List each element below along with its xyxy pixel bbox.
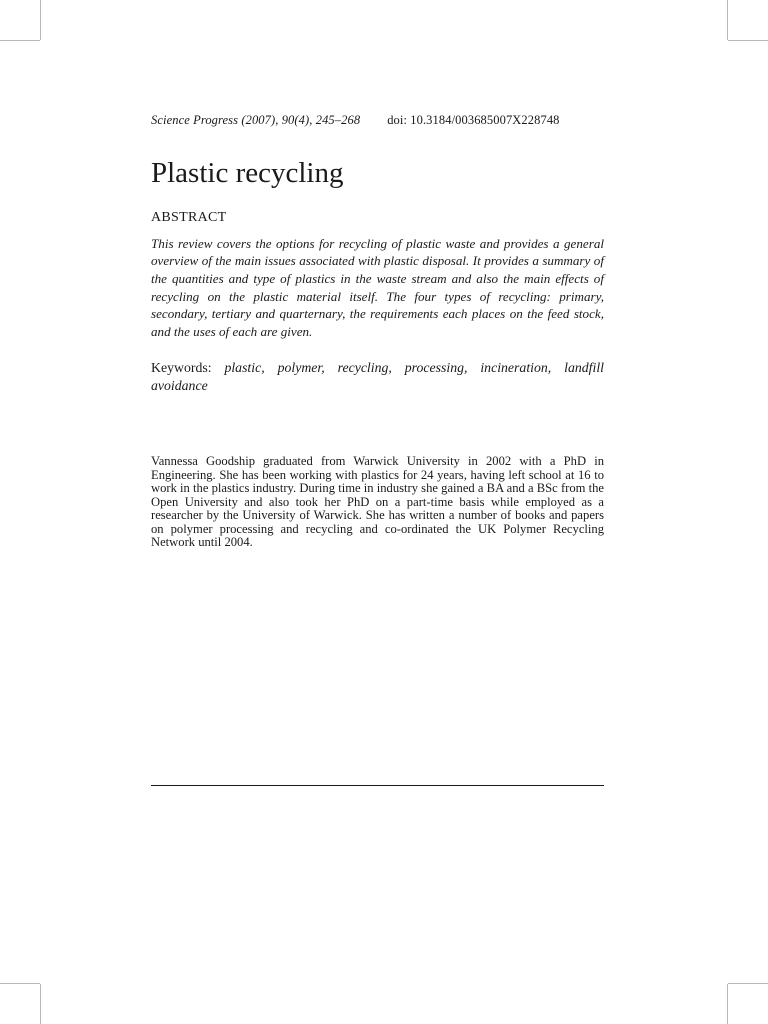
- crop-mark-top-right-vertical: [727, 0, 728, 40]
- journal-citation: Science Progress (2007), 90(4), 245–268: [151, 113, 361, 127]
- footnote-rule: [151, 785, 604, 786]
- crop-mark-bottom-left-horizontal: [0, 983, 40, 984]
- abstract-heading: ABSTRACT: [151, 209, 227, 225]
- article-page: [151, 113, 604, 550]
- crop-mark-bottom-right-vertical: [727, 984, 728, 1024]
- crop-mark-bottom-left-vertical: [40, 984, 41, 1024]
- keywords: [151, 359, 604, 395]
- keywords-label: Keywords:: [151, 360, 212, 376]
- crop-mark-top-left-vertical: [40, 0, 41, 40]
- article-title: Plastic recycling: [151, 157, 344, 189]
- crop-mark-top-left-horizontal: [0, 40, 40, 41]
- running-head: [151, 113, 604, 128]
- abstract-text: This review covers the options for recycling of plastic waste and provides a general overview of the main issues associated with plastic disposal. It provides a summary of the quantities and type of plastics in the waste stream and also the main effects of recycling on the plastic material itself. The four types of recycling: primary, secondary, tertiary and quarternary, the requirements each places on the feed stock, and the uses of each are given.: [151, 235, 604, 339]
- keywords-values: plastic, polymer, recycling, processing, incineration, landfill avoidance: [151, 360, 604, 394]
- crop-mark-top-right-horizontal: [728, 40, 768, 41]
- crop-mark-bottom-right-horizontal: [728, 983, 768, 984]
- author-bio: Vannessa Goodship graduated from Warwick University in 2002 with a PhD in Engineering. She has been working with plastics for 24 years, having left school at 16 to work in the plastics industry. During time in industry she gained a BA and a BSc from the Open University and also took her PhD on a part-time basis while employed as a researcher by the University of Warwick. She has written a number of books and papers on polymer processing and recycling and co-ordinated the UK Polymer Recycling Network until 2004.: [151, 454, 604, 550]
- doi-label: doi: 10.3184/003685007X228748: [387, 113, 560, 127]
